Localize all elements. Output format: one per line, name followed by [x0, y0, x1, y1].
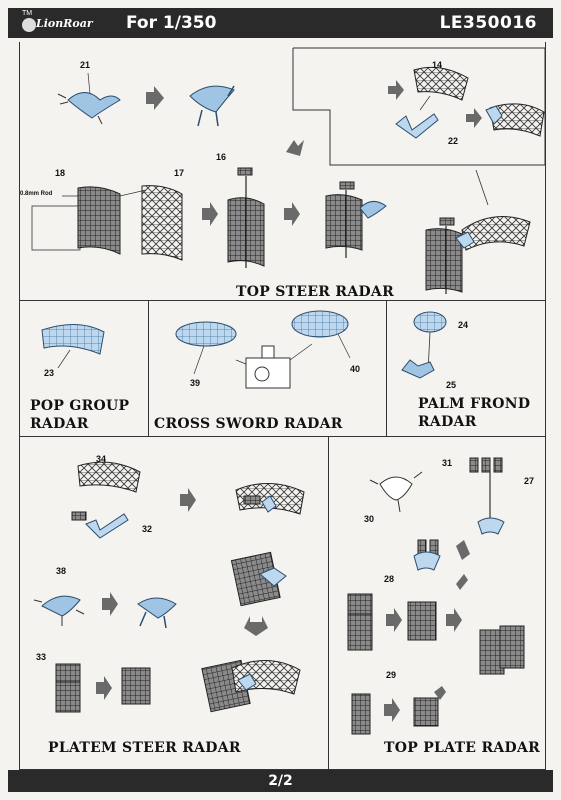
heading-pop-group-2: RADAR: [30, 416, 89, 432]
trademark-mark: TM: [22, 10, 33, 17]
assembly-final: [426, 217, 530, 294]
arrow-2: [286, 140, 304, 156]
arrow-13: [384, 698, 400, 722]
platem-step-2: [236, 483, 304, 514]
part-40-dish: [292, 311, 350, 358]
part-27-mast: [478, 472, 504, 534]
arrow-9: [456, 574, 468, 590]
heading-cross-sword: CROSS SWORD RADAR: [154, 416, 343, 432]
arrow-10: [386, 608, 402, 632]
part-38-drawing: [34, 596, 84, 626]
brand-name: LionRoar: [36, 17, 93, 30]
part-25-drawing: [402, 360, 434, 378]
heading-platem-steer: PLATEM STEER RADAR: [48, 740, 241, 756]
part-label-31: 31: [442, 458, 453, 468]
arrow-6: [102, 592, 118, 616]
heading-pop-group-1: POP GROUP: [30, 398, 130, 414]
part-29-assembled: [414, 698, 438, 726]
part-label-29: 29: [386, 670, 397, 680]
part-34-dish: [78, 462, 140, 492]
part-38-bent: [138, 598, 176, 628]
arrow-1: [146, 86, 164, 110]
part-label-24: 24: [458, 320, 469, 330]
arrow-5: [180, 488, 196, 512]
footer-bar: [8, 770, 553, 792]
part-label-16: 16: [216, 152, 227, 162]
part-33-assembled: [122, 668, 150, 704]
heading-palm-frond-1: PALM FROND: [418, 396, 531, 412]
part-17-panel: [142, 186, 182, 260]
arrow-4: [284, 202, 300, 226]
top-plate-final: [480, 626, 524, 674]
arrow-11: [446, 608, 462, 632]
part-16-assembly: [228, 168, 264, 268]
rod-label: 0.8mm Rod: [20, 191, 53, 197]
part-label-33: 33: [36, 652, 47, 662]
part-label-34: 34: [96, 454, 107, 464]
part-label-40: 40: [350, 364, 361, 374]
part-label-21: 21: [80, 60, 91, 70]
part-21-bent: [190, 86, 234, 126]
part-21-drawing: [58, 73, 120, 124]
heading-top-plate: TOP PLATE RADAR: [384, 740, 541, 756]
platem-final: [202, 660, 300, 711]
top-plate-step: [414, 540, 440, 570]
part-label-27: 27: [524, 476, 535, 486]
part-22-bracket: [396, 96, 438, 138]
heading-top-steer: TOP STEER RADAR: [236, 284, 395, 300]
part-label-17: 17: [174, 168, 185, 178]
heading-palm-frond-2: RADAR: [418, 414, 477, 430]
arrow-7: [96, 676, 112, 700]
part-label-18: 18: [55, 168, 66, 178]
part-33-drawing: [56, 664, 80, 712]
part-label-25: 25: [446, 380, 457, 390]
platem-panel-step: [231, 552, 286, 605]
assembly-step-3: [326, 182, 386, 258]
cross-sword-base: [236, 344, 312, 388]
part-32-bracket: [72, 512, 128, 538]
part-39-dish: [176, 322, 236, 374]
arrow-down: [244, 616, 268, 636]
arrow-inset: [388, 80, 404, 100]
part-30-drawing: [370, 472, 422, 512]
arrow-inset-2: [466, 108, 482, 128]
part-label-39: 39: [190, 378, 201, 388]
product-code: LE350016: [439, 13, 537, 33]
part-14-dish: [414, 67, 468, 100]
part-label-30: 30: [364, 514, 375, 524]
part-label-22: 22: [448, 136, 459, 146]
arrow-8: [456, 540, 470, 560]
part-29-drawing: [352, 694, 370, 734]
part-28-drawing: [348, 594, 372, 650]
inset-pointer: [476, 170, 488, 205]
part-label-23: 23: [44, 368, 55, 378]
part-label-32: 32: [142, 524, 153, 534]
part-label-38: 38: [56, 566, 67, 576]
arrow-3: [202, 202, 218, 226]
part-23-drawing: [42, 324, 104, 368]
part-14-assembled: [486, 104, 544, 136]
part-label-14: 14: [432, 60, 443, 70]
part-28-assembled: [408, 602, 436, 640]
part-31-plates: [470, 458, 502, 472]
part-label-28: 28: [384, 574, 395, 584]
page-number: 2/2: [268, 773, 293, 789]
part-18-panel: [78, 187, 120, 254]
scale-label: For 1/350: [126, 13, 217, 33]
